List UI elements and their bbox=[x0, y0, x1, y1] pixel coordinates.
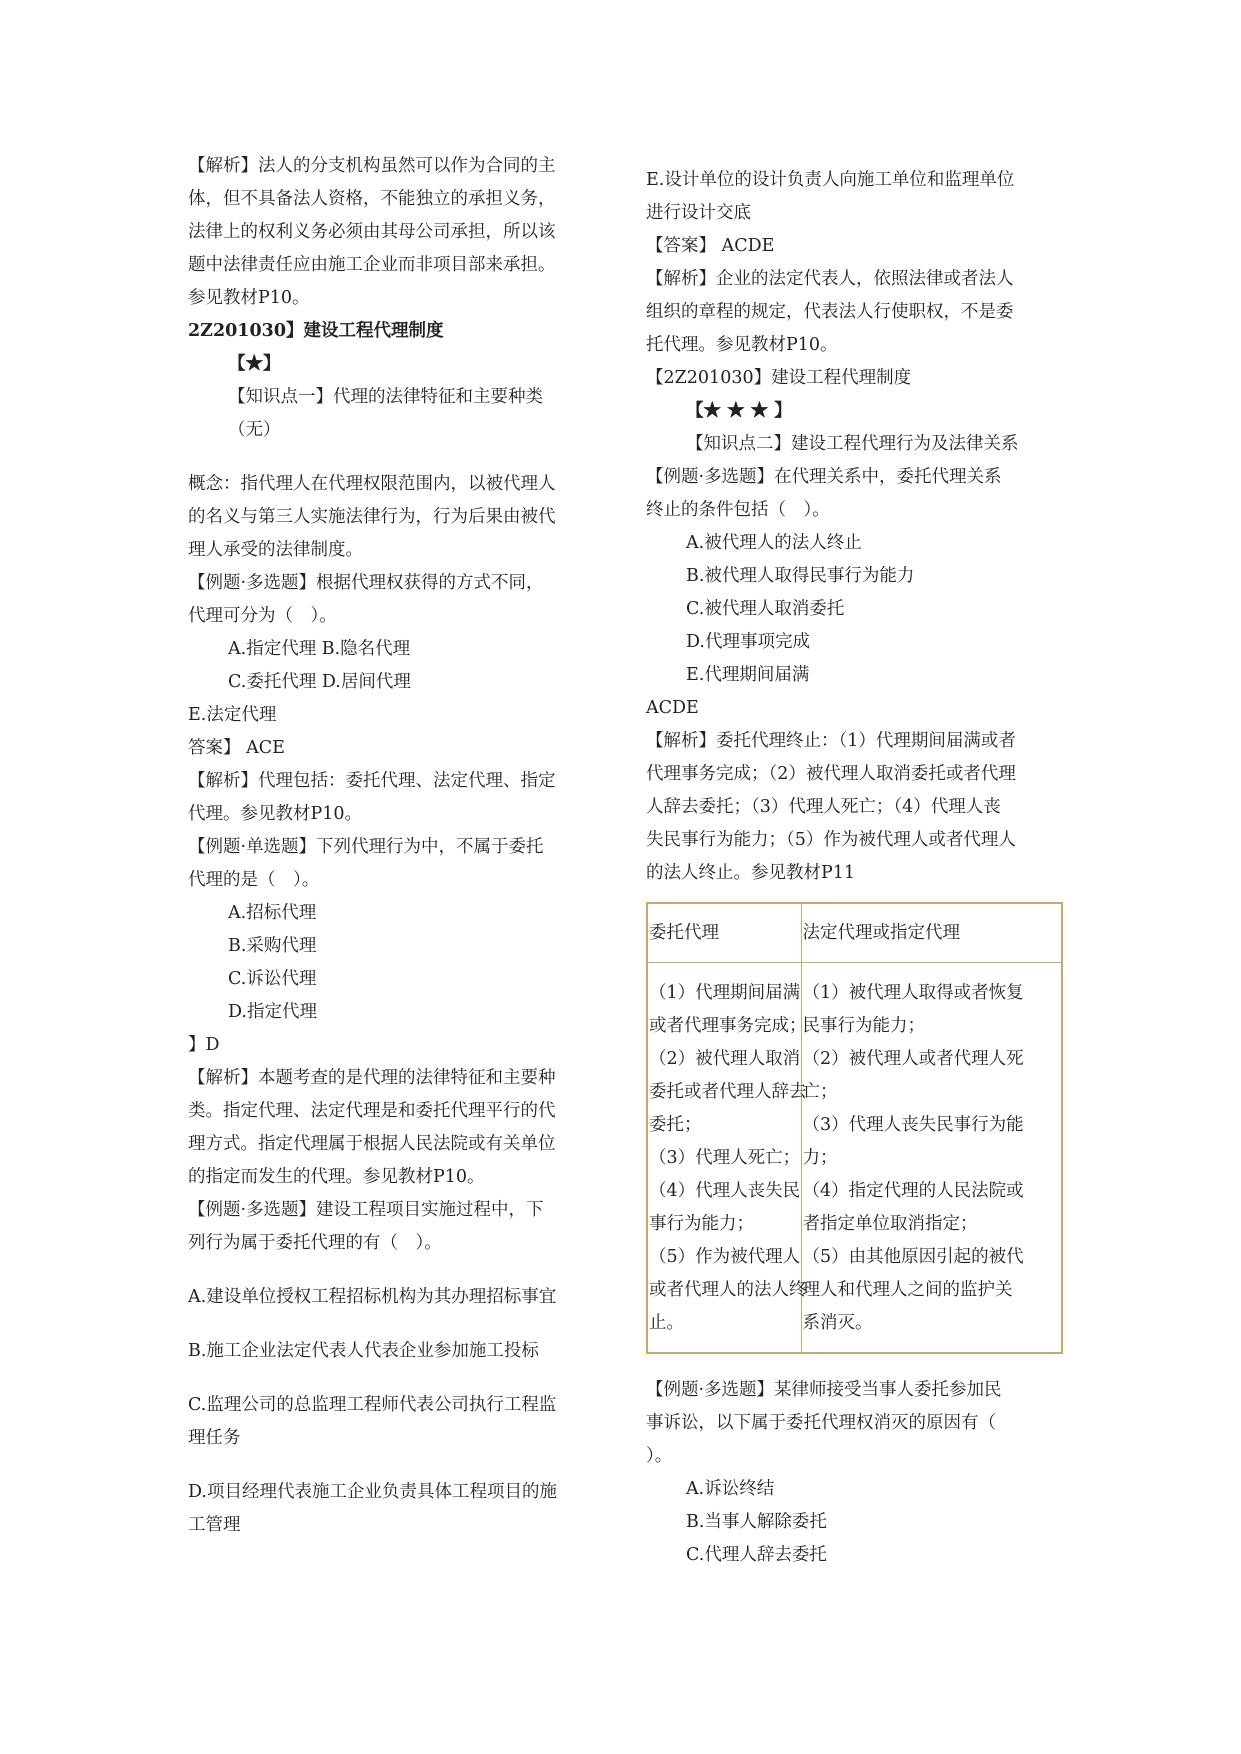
text-line: （1）被代理人取得或者恢复 bbox=[802, 983, 1024, 1003]
text-line: C.委托代理 D.居间代理 bbox=[228, 672, 411, 692]
question-5-options bbox=[646, 1473, 1066, 1572]
text-line: E.设计单位的设计负责人向施工单位和监理单位 bbox=[646, 170, 1015, 190]
question-2-answer: 】D bbox=[188, 1035, 220, 1055]
text-line: 力； bbox=[802, 1148, 838, 1168]
text-line: 委托或者代理人辞去 bbox=[649, 1082, 807, 1102]
knowledge-point-2: 【知识点二】建设工程代理行为及法律关系 bbox=[686, 434, 1019, 454]
text-line: 法律上的权利义务必须由其母公司承担，所以该 bbox=[188, 222, 556, 242]
agency-termination-table bbox=[646, 902, 1063, 1354]
text-line: 进行设计交底 bbox=[646, 203, 751, 223]
table-cell-statutory-agency bbox=[801, 963, 1062, 1354]
text-line: 【解析】委托代理终止：（1）代理期间届满或者 bbox=[646, 731, 1016, 751]
question-4-analysis bbox=[646, 725, 1066, 890]
question-1-option-e: E.法定代理 bbox=[188, 705, 277, 725]
question-4-stem bbox=[646, 461, 1066, 527]
text-line: 委托； bbox=[649, 1115, 702, 1135]
question-4-answer: ACDE bbox=[646, 698, 699, 718]
text-line: 理人承受的法律制度。 bbox=[188, 540, 363, 560]
question-1-options bbox=[188, 633, 590, 699]
text-line: A.指定代理 B.隐名代理 bbox=[228, 639, 411, 659]
text-line: 民事行为能力； bbox=[802, 1016, 925, 1036]
text-line: C.被代理人取消委托 bbox=[686, 599, 845, 619]
text-line: 托代理。参见教材P10。 bbox=[646, 335, 838, 355]
section-title: 【2Z201030】建设工程代理制度 bbox=[646, 368, 912, 388]
question-2-options bbox=[188, 897, 590, 1029]
table-header-cell: 法定代理或指定代理 bbox=[801, 903, 1062, 963]
text-line: （5）作为被代理人 bbox=[649, 1247, 801, 1267]
text-line: 事诉讼，以下属于委托代理权消灭的原因有（ bbox=[646, 1413, 996, 1433]
knowledge-point-1 bbox=[188, 381, 590, 447]
text-line: 的法人终止。参见教材P11 bbox=[646, 863, 856, 883]
text-line: （无） bbox=[228, 420, 281, 440]
question-3-answer: 【答案】 ACDE bbox=[646, 236, 775, 256]
text-line: 概念：指代理人在代理权限范围内，以被代理人 bbox=[188, 474, 556, 494]
text-line: A.被代理人的法人终止 bbox=[686, 533, 862, 553]
text-line: 系消灭。 bbox=[802, 1313, 873, 1333]
text-line: A.招标代理 bbox=[228, 903, 317, 923]
text-line: 亡； bbox=[802, 1082, 838, 1102]
text-line: （4）指定代理的人民法院或 bbox=[802, 1181, 1024, 1201]
question-1-answer: 答案】 ACE bbox=[188, 738, 285, 758]
text-line: 的指定而发生的代理。参见教材P10。 bbox=[188, 1167, 485, 1187]
text-line: （4）代理人丧失民 bbox=[649, 1181, 801, 1201]
question-1-stem bbox=[188, 567, 590, 633]
right-column bbox=[646, 150, 1066, 1572]
text-line: C.代理人辞去委托 bbox=[686, 1545, 827, 1565]
text-line: B.采购代理 bbox=[228, 936, 317, 956]
text-line: ）。 bbox=[646, 1446, 673, 1466]
text-line: 【解析】企业的法定代表人，依照法律或者法人 bbox=[646, 269, 1014, 289]
text-line: 【例题·多选题】某律师接受当事人委托参加民 bbox=[646, 1380, 1002, 1400]
question-4-options bbox=[646, 527, 1066, 692]
question-2-stem bbox=[188, 831, 590, 897]
table-cell-entrusted-agency bbox=[647, 963, 807, 1354]
text-line: 参见教材P10。 bbox=[188, 288, 310, 308]
text-line: B.被代理人取得民事行为能力 bbox=[686, 566, 915, 586]
text-line: 【解析】代理包括：委托代理、法定代理、指定 bbox=[188, 771, 556, 791]
importance-stars: 【★ ★ ★ 】 bbox=[686, 401, 792, 421]
table-header-cell: 委托代理 bbox=[647, 903, 801, 963]
text-line: （5）由其他原因引起的被代 bbox=[802, 1247, 1024, 1267]
text-line: 理任务 bbox=[188, 1428, 241, 1448]
text-line: （3）代理人丧失民事行为能 bbox=[802, 1115, 1024, 1135]
question-3-option-e bbox=[646, 164, 1066, 230]
text-line: 【解析】本题考查的是代理的法律特征和主要种 bbox=[188, 1068, 556, 1088]
text-line: D.代理事项完成 bbox=[686, 632, 810, 652]
text-line: C.监理公司的总监理工程师代表公司执行工程监 bbox=[188, 1395, 557, 1415]
text-line: 组织的章程的规定，代表法人行使职权，不是委 bbox=[646, 302, 1014, 322]
text-line: C.诉讼代理 bbox=[228, 969, 317, 989]
text-line: 者指定单位取消指定； bbox=[802, 1214, 978, 1234]
question-3-stem bbox=[188, 1194, 590, 1260]
text-line: （2）被代理人或者代理人死 bbox=[802, 1049, 1024, 1069]
table-row bbox=[647, 963, 1062, 1354]
text-line: 的名义与第三人实施法律行为，行为后果由被代 bbox=[188, 507, 556, 527]
analysis-paragraph bbox=[188, 150, 590, 315]
text-line: B.当事人解除委托 bbox=[686, 1512, 827, 1532]
question-3-option-b bbox=[188, 1335, 590, 1368]
text-line: 【知识点一】代理的法律特征和主要种类 bbox=[228, 387, 543, 407]
text-line: D.指定代理 bbox=[228, 1002, 317, 1022]
text-line: 止。 bbox=[649, 1313, 684, 1333]
importance-stars: 【★】 bbox=[228, 354, 281, 374]
left-column bbox=[188, 150, 590, 1542]
text-line: 或者代理事务完成； bbox=[649, 1016, 807, 1036]
text-line: （1）代理期间届满 bbox=[649, 983, 801, 1003]
text-line: 理方式。指定代理属于根据人民法院或有关单位 bbox=[188, 1134, 556, 1154]
concept-paragraph bbox=[188, 468, 590, 567]
text-line: 工管理 bbox=[188, 1515, 241, 1535]
text-line: B.施工企业法定代表人代表企业参加施工投标 bbox=[188, 1341, 539, 1361]
text-line: D.项目经理代表施工企业负责具体工程项目的施 bbox=[188, 1482, 557, 1502]
text-line: （2）被代理人取消 bbox=[649, 1049, 801, 1069]
text-line: 代理可分为（ ）。 bbox=[188, 606, 337, 626]
question-5-stem bbox=[646, 1374, 1066, 1473]
question-3-option-d bbox=[188, 1476, 590, 1542]
text-line: 【例题·单选题】下列代理行为中，不属于委托 bbox=[188, 837, 544, 857]
question-3-option-a bbox=[188, 1281, 590, 1314]
text-line: A.诉讼终结 bbox=[686, 1479, 775, 1499]
text-line: 代理。参见教材P10。 bbox=[188, 804, 363, 824]
text-line: 代理事务完成；（2）被代理人取消委托或者代理 bbox=[646, 764, 1016, 784]
text-line: 【例题·多选题】建设工程项目实施过程中，下 bbox=[188, 1200, 544, 1220]
text-line: 【例题·多选题】在代理关系中，委托代理关系 bbox=[646, 467, 1002, 487]
question-3-analysis bbox=[646, 263, 1066, 362]
text-line: （3）代理人死亡； bbox=[649, 1148, 801, 1168]
text-line: 事行为能力； bbox=[649, 1214, 754, 1234]
text-line: 人辞去委托；（3）代理人死亡；（4）代理人丧 bbox=[646, 797, 1001, 817]
text-line: 或者代理人的法人终 bbox=[649, 1280, 807, 1300]
table-header-row bbox=[647, 903, 1062, 963]
section-title: 2Z201030】建设工程代理制度 bbox=[188, 321, 444, 341]
text-line: 代理的是（ ）。 bbox=[188, 870, 320, 890]
text-line: 【例题·多选题】根据代理权获得的方式不同， bbox=[188, 573, 544, 593]
text-line: 终止的条件包括（ ）。 bbox=[646, 500, 830, 520]
text-line: 题中法律责任应由施工企业而非项目部来承担。 bbox=[188, 255, 556, 275]
text-line: 【解析】法人的分支机构虽然可以作为合同的主 bbox=[188, 156, 556, 176]
text-line: 失民事行为能力；（5）作为被代理人或者代理人 bbox=[646, 830, 1016, 850]
question-1-analysis bbox=[188, 765, 590, 831]
text-line: 体，但不具备法人资格，不能独立的承担义务， bbox=[188, 189, 556, 209]
text-line: A.建设单位授权工程招标机构为其办理招标事宜 bbox=[188, 1287, 557, 1307]
text-line: 理人和代理人之间的监护关 bbox=[802, 1280, 1013, 1300]
question-2-analysis bbox=[188, 1062, 590, 1194]
text-line: E.代理期间届满 bbox=[686, 665, 810, 685]
text-line: 类。指定代理、法定代理是和委托代理平行的代 bbox=[188, 1101, 556, 1121]
question-3-option-c bbox=[188, 1389, 590, 1455]
text-line: 列行为属于委托代理的有（ ）。 bbox=[188, 1233, 442, 1253]
